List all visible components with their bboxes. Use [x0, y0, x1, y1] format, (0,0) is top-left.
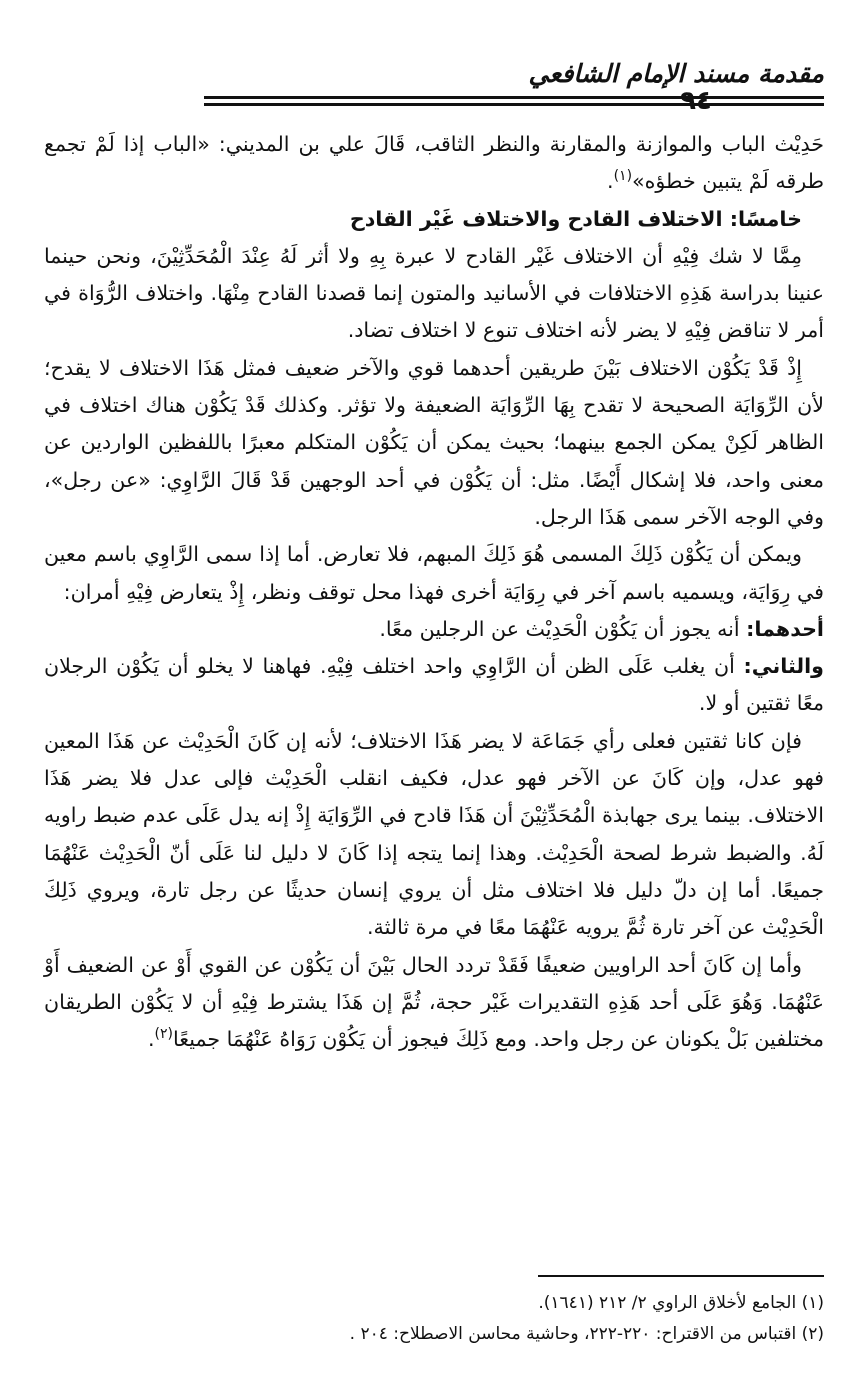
- paragraph: [44, 126, 824, 201]
- running-title: مقدمة مسند الإمام الشافعي: [528, 59, 824, 88]
- paragraph: إِذْ قَدْ يَكُوْن الاختلاف بَيْنَ طريقين أحدهما قوي والآخر ضعيف فمثل هَذَا الاختلاف لا يقدح؛ لأن الرِّوَايَة الصحيحة لا تقدح بِهَا الرِّوَايَة الضعيفة ولا تؤثر. وكذلك قَدْ يَكُوْن هناك اختلاف في الظاهر لَكِنْ يمكن الجمع بينهما؛ بحيث يمكن أن يَكُوْن المتكلم معبرًا باللفظين الواردين عن معنى واحد، فلا إشكال أَيْضًا. مثل: أن يَكُوْن في أحد الوجهين قَدْ قَالَ الرَّاوِي: «عن رجل»، وفي الوجه الآخر سمى هَذَا الرجل.: [44, 355, 824, 529]
- list-item-text: أن يغلب عَلَى الظن أن الرَّاوِي واحد اختلف فِيْهِ. فهاهنا لا يخلو أن يَكُوْن الرجلان معًا ثقتين أو لا.: [44, 654, 824, 716]
- paragraph: فإن كانا ثقتين فعلى رأي جَمَاعَة لا يضر هَذَا الاختلاف؛ لأنه إن كَانَ الْحَدِيْث عن هَذَا المعين فهو عدل، وإن كَانَ عن الآخر فهو عدل، فكيف انقلب الْحَدِيْث فإلى عدل فلا يضر هَذَا الاختلاف. بينما يرى جهابذة الْمُحَدِّثِيْنَ أن هَذَا قادح في الرِّوَايَة إِذْ إنه يدل عَلَى عدم ضبط راويه لَهُ. والضبط شرط لصحة الْحَدِيْث. وهذا إنما يتجه إذا كَانَ لا دليل لنا عَلَى أنّ الْحَدِيْث عَنْهُمَا جميعًا. أما إن دلّ دليل فلا اختلاف مثل أن يروي إنسان حديثًا عن رجل تارة، ويروي ذَلِكَ الْحَدِيْث عن آخر تارة ثُمَّ يرويه عَنْهُمَا معًا في مرة ثالثة.: [44, 728, 824, 940]
- paragraph: ويمكن أن يَكُوْن ذَلِكَ المسمى هُوَ ذَلِكَ المبهم، فلا تعارض. أما إذا سمى الرَّاوِي باسم معين في رِوَايَة، ويسميه باسم آخر في رِوَايَة أخرى فهذا محل توقف ونظر، إِذْ يتعارض فِيْهِ أمران:: [44, 542, 824, 604]
- paragraph-end: .: [607, 169, 614, 194]
- list-item-label: أحدهما:: [746, 616, 824, 641]
- footnote-marker: (٢): [154, 1026, 174, 1043]
- footnote-separator: [538, 1275, 824, 1277]
- footnote-marker: (١): [613, 168, 633, 185]
- paragraph: [44, 947, 824, 1059]
- paragraph-text: حَدِيْث الباب والموازنة والمقارنة والنظر الثاقب، قَالَ علي بن المديني: «الباب إذا لَمْ تجمع طرقه لَمْ يتبين خطؤه»: [44, 132, 824, 194]
- main-text: [44, 126, 824, 1058]
- paragraph-end: .: [148, 1027, 155, 1052]
- list-item-text: أنه يجوز أن يَكُوْن الْحَدِيْث عن الرجلين معًا.: [379, 616, 747, 641]
- list-item-label: والثاني:: [743, 654, 824, 679]
- list-item: [44, 648, 824, 723]
- footnote: (٢) اقتباس من الاقتراح: ٢٢٠-٢٢٢، وحاشية محاسن الاصطلاح: ٢٠٤ .: [349, 1324, 824, 1344]
- page-number: ٩٤: [680, 86, 712, 116]
- section-heading: خامسًا: الاختلاف القادح والاختلاف غَيْر القادح: [349, 206, 802, 231]
- paragraph: مِمَّا لا شك فِيْهِ أن الاختلاف غَيْر القادح لا عبرة بِهِ ولا أثر لَهُ عِنْدَ الْمُحَدِّثِيْنَ، ونحن حينما عنينا بدراسة هَذِهِ الاختلافات في الأسانيد والمتون إنما قصدنا القادح مِنْهَا. واختلاف الرُّوَاة في أمر لا تناقض فِيْهِ لا يضر لأنه اختلاف تنوع لا اختلاف تضاد.: [44, 243, 824, 343]
- header-rule-left: [730, 96, 822, 106]
- footnote: (١) الجامع لأخلاق الراوي ٢/ ٢١٢ (١٦٤١).: [538, 1293, 824, 1313]
- list-item: [44, 611, 824, 648]
- paragraph-text: وأما إن كَانَ أحد الراويين ضعيفًا فَقَدْ تردد الحال بَيْنَ أن يَكُوْن عن القوي أَوْ عن الضعيف أَوْ عَنْهُمَا. وَهُوَ عَلَى أحد هَذِهِ التقديرات غَيْر حجة، ثُمَّ إن هَذَا يشترط فِيْهِ أن لا يَكُوْن الطريقان مختلفين بَلْ يكونان عن رجل واحد. ومع ذَلِكَ فيجوز أن يَكُوْن رَوَاهُ عَنْهُمَا جميعًا: [44, 952, 824, 1052]
- footnotes: [44, 1288, 824, 1350]
